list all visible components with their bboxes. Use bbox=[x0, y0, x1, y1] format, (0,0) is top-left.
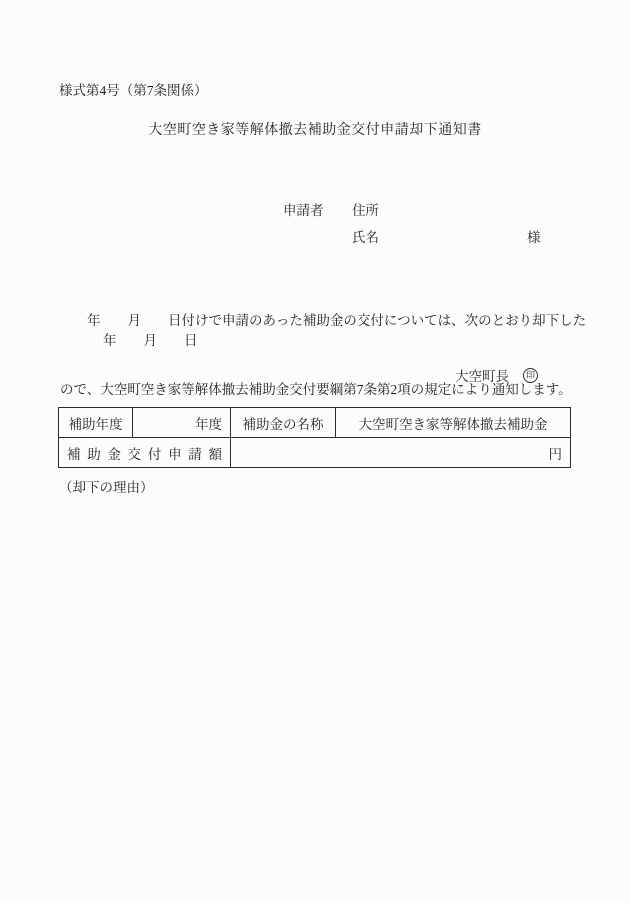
seal-icon: 印 bbox=[523, 368, 538, 383]
table-row-fiscal-year bbox=[59, 408, 571, 438]
signer-block bbox=[455, 365, 538, 385]
document-title: 大空町空き家等解体撤去補助金交付申請却下通知書 bbox=[148, 123, 482, 138]
fiscal-year-header-cell: 補助年度 bbox=[59, 408, 133, 438]
applicant-label: 申請者 bbox=[283, 203, 324, 218]
subsidy-name-value-cell: 大空町空き家等解体撤去補助金 bbox=[336, 408, 571, 438]
body-line-1: 年 月 日付けで申請のあった補助金の交付については、次のとおり却下した bbox=[60, 313, 587, 328]
table-row-amount bbox=[59, 438, 571, 468]
amount-value-cell bbox=[231, 438, 571, 468]
subsidy-name-header-cell: 補助金の名称 bbox=[231, 408, 336, 438]
fiscal-year-value-cell: 年度 bbox=[133, 408, 231, 438]
amount-label-cell: 補 助 金 交 付 申 請 額 bbox=[59, 438, 231, 468]
amount-unit-label: 円 bbox=[548, 446, 562, 462]
body-line-2: ので、大空町空き家等解体撤去補助金交付要綱第7条第2項の規定により通知します。 bbox=[60, 382, 572, 397]
issue-date-line: 年 月 日 bbox=[103, 333, 198, 348]
mayor-title: 大空町長 bbox=[455, 369, 509, 384]
honorific-label: 様 bbox=[527, 230, 541, 245]
applicant-address-label: 住所 bbox=[352, 203, 379, 218]
form-number: 様式第4号（第7条関係） bbox=[59, 83, 208, 98]
rejection-reason-label: （却下の理由） bbox=[59, 480, 154, 495]
applicant-name-label: 氏名 bbox=[352, 230, 379, 245]
subsidy-table bbox=[58, 407, 571, 468]
